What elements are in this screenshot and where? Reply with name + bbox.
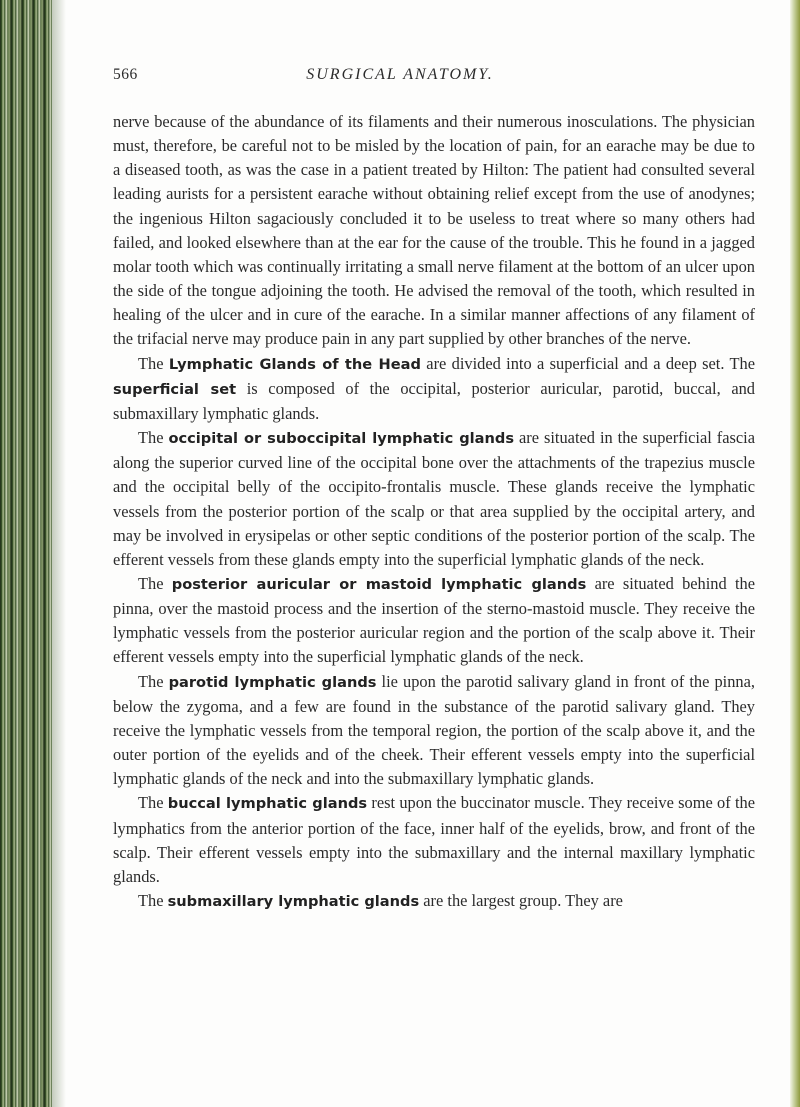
paragraph-lead: The [138, 573, 164, 593]
paragraph-text: are the largest group. They are [423, 891, 623, 910]
page-edge [790, 0, 800, 1107]
body-text [113, 110, 755, 914]
heading-term: buccal lymphatic glands [167, 795, 368, 813]
paragraph-text: rest upon the buccinator muscle. They receive some of the lymphatics from the anterior portion of the face, inner half of the eyelids, brow, and front of the scalp. Their efferent vessels empty into the submaxillary and the internal maxillary lymphatic glands. [113, 793, 755, 886]
paragraph [113, 572, 755, 670]
paragraph [113, 352, 755, 426]
heading-term: parotid lymphatic glands [168, 673, 377, 691]
paragraph-text: are situated behind the pinna, over the mastoid process and the insertion of the sterno-mastoid muscle. They receive the lymphatic vessels from the posterior auricular region and the portion of the scalp above it. Their efferent vessels empty into the superficial lymphatic glands of the neck. [113, 573, 755, 667]
page-number: 566 [113, 66, 138, 83]
paragraph-text: are divided into a superficial and a deep set. The [426, 353, 755, 373]
paragraph-lead: The [138, 891, 164, 910]
heading-term: submaxillary lymphatic glands [167, 893, 420, 910]
heading-term: occipital or suboccipital lymphatic glands [168, 430, 515, 448]
paragraph [113, 426, 755, 572]
paragraph [113, 791, 755, 889]
paragraph-text: lie upon the parotid salivary gland in front of the pinna, below the zygoma, and a few are found in the substance of the parotid salivary gland. They receive the lymphatic vessels from the temporal region, the portion of the scalp above it, and the outer portion of the eyelids and of the cheek. Their efferent vessels empty into the superficial lymphatic glands of the neck and into the submaxillary lymphatic glands. [113, 671, 755, 789]
paragraph-lead: The [138, 428, 164, 448]
running-title: SURGICAL ANATOMY. [306, 66, 494, 83]
paragraph-text: nerve because of the abundance of its filaments and their numerous inosculations. The physician must, therefore, be careful not to be misled by the location of pain, for an earache may be due to a diseased tooth, as was the case in a patient treated by Hilton: The patient had consulted several leading aurists for a persistent earache without obtaining relief except from the use of anodynes; the ingenious Hilton sagaciously concluded it to be useless to treat where so many others had failed, and looked elsewhere than at the ear for the cause of the trouble. This he found in a jagged molar tooth which was continually irritating a small nerve filament at the bottom of an ulcer upon the side of the tongue adjoining the tooth. He advised the removal of the tooth, which resulted in healing of the ulcer and in cure of the earache. In a similar manner affections of any filament of the trifacial nerve may produce pain in any part supplied by other branches of the nerve. [113, 112, 755, 349]
paragraph-text: are situated in the superficial fascia along the superior curved line of the occipital bone over the attachments of the trapezius muscle and the occipital belly of the occipito-frontalis muscle. These glands receive the lymphatic vessels from the posterior portion of the scalp or that area supplied by the occipital artery, and may be involved in erysipelas or other septic conditions of the posterior portion of the scalp. The efferent vessels from these glands empty into the superficial lymphatic glands of the neck. [113, 428, 755, 569]
paragraph-lead: The [138, 353, 164, 373]
paragraph [113, 110, 755, 352]
paragraph-lead: The [138, 671, 164, 691]
heading-term: superficial set [113, 380, 237, 398]
page-header [0, 66, 800, 96]
heading-term: posterior auricular or mastoid lymphatic glands [171, 575, 587, 593]
paragraph [113, 889, 755, 914]
paragraph-text: is composed of the occipital, posterior auricular, parotid, buccal, and submaxillary lymphatic glands. [113, 378, 755, 423]
heading-term: Lymphatic Glands of the Head [168, 355, 421, 373]
paragraph [113, 670, 755, 792]
book-binding-edge [0, 0, 52, 1107]
paragraph-lead: The [138, 793, 164, 813]
